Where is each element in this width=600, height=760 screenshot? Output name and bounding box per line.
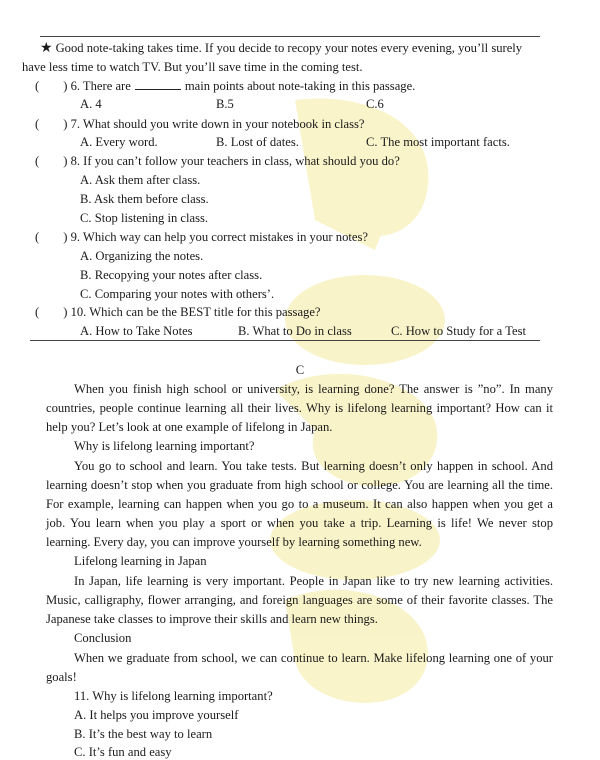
tip-line-2: have less time to watch TV. But you’ll save time in the coming test.	[22, 60, 363, 74]
option-c: C. How to Study for a Test	[391, 324, 526, 338]
fill-blank[interactable]	[135, 78, 181, 90]
option-c: C. It’s fun and easy	[74, 745, 172, 759]
option-c: C. The most important facts.	[366, 135, 510, 149]
paragraph-line: job. You learn when you play a sport or when you take a trip. Learning is life! We never stop	[46, 516, 553, 530]
answer-paren-close: )	[63, 305, 68, 319]
section-divider	[30, 340, 540, 341]
top-rule	[40, 36, 540, 37]
question-7	[35, 116, 365, 132]
option-b: B. What to Do in class	[238, 324, 352, 338]
option-a: A. Organizing the notes.	[80, 249, 204, 263]
question-9	[35, 229, 368, 245]
question-6	[35, 78, 415, 94]
question-stem: 6. There are	[70, 79, 131, 93]
tip-text-1: Good note-taking takes time. If you decide to recopy your notes every evening, you’ll surely	[55, 41, 523, 55]
question-stem-end: main points about note-taking in this passage.	[184, 79, 416, 93]
paragraph-line: help you? Let’s look at one example of lifelong in Japan.	[46, 420, 333, 434]
paragraph-line: When you finish high school or university, is learning done? The answer is ”no”. In many	[74, 382, 553, 396]
paragraph-line: In Japan, life learning is very important. People in Japan like to try new learning activities.	[74, 574, 553, 588]
option-a: A. It helps you improve yourself	[74, 708, 239, 722]
answer-paren-close: )	[63, 154, 68, 168]
paragraph-line: When we graduate from school, we can continue to learn. Make lifelong learning one of your	[74, 651, 553, 665]
paragraph-line: countries, people continue learning all their lives. Why is lifelong learning important? How can it	[46, 401, 553, 415]
answer-paren-open: (	[35, 117, 40, 131]
paragraph-line: For example, learning can happen when you go to a museum. It can also happen when you get a	[46, 497, 553, 511]
question-stem: 9. Which way can help you correct mistakes in your notes?	[70, 230, 368, 244]
question-8	[35, 153, 400, 169]
question-stem: 7. What should you write down in your notebook in class?	[70, 117, 365, 131]
paragraph-line: goals!	[46, 670, 77, 684]
answer-paren-open: (	[35, 230, 40, 244]
option-b: B. Recopying your notes after class.	[80, 268, 263, 282]
subheading-conclusion: Conclusion	[74, 631, 132, 645]
subheading-japan: Lifelong learning in Japan	[74, 554, 207, 568]
paragraph-line: Music, calligraphy, flower arranging, and foreign languages are some of their favorite classes. The	[46, 593, 553, 607]
option-b: B. It’s the best way to learn	[74, 727, 213, 741]
question-10	[35, 304, 321, 320]
question-stem: 10. Which can be the BEST title for this passage?	[70, 305, 321, 319]
answer-paren-open: (	[35, 79, 40, 93]
option-b: B. Lost of dates.	[216, 135, 299, 149]
option-c: C. Stop listening in class.	[80, 211, 209, 225]
paragraph-line: Japanese take classes to improve their skills and learn new things.	[46, 612, 378, 626]
answer-paren-open: (	[35, 154, 40, 168]
paragraph-line: You go to school and learn. You take tests. But learning doesn’t only happen in school. And	[74, 459, 553, 473]
star-icon: ★	[40, 41, 53, 56]
question-11: 11. Why is lifelong learning important?	[74, 689, 273, 703]
option-b: B. Ask them before class.	[80, 192, 209, 206]
option-c: C.6	[366, 97, 384, 111]
paragraph-line: learning doesn’t stop when you graduate from high school or college. You are learning all the time.	[46, 478, 553, 492]
paragraph-line: learning. Every day, you can improve yourself by learning something new.	[46, 535, 422, 549]
option-a: A. Ask them after class.	[80, 173, 201, 187]
option-a: A. 4	[80, 97, 102, 111]
option-a: A. Every word.	[80, 135, 158, 149]
option-a: A. How to Take Notes	[80, 324, 193, 338]
answer-paren-close: )	[63, 117, 68, 131]
option-c: C. Comparing your notes with others’.	[80, 287, 275, 301]
section-heading: C	[295, 363, 305, 377]
answer-paren-close: )	[63, 230, 68, 244]
answer-paren-open: (	[35, 305, 40, 319]
tip-line-1	[40, 40, 540, 57]
subheading-why: Why is lifelong learning important?	[74, 439, 255, 453]
answer-paren-close: )	[63, 79, 68, 93]
option-b: B.5	[216, 97, 234, 111]
question-stem: 8. If you can’t follow your teachers in class, what should you do?	[70, 154, 400, 168]
